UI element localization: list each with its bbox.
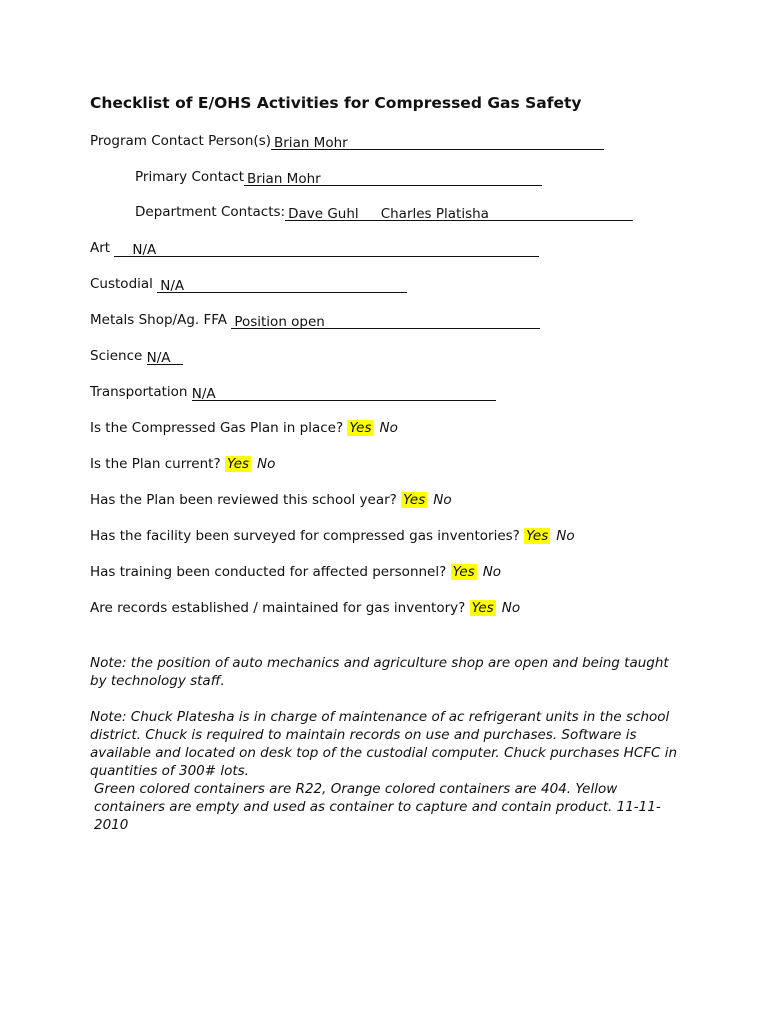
program-contact-field: Brian Mohr — [271, 134, 604, 150]
answer-no: No — [379, 420, 398, 436]
note-containers: Green colored containers are R22, Orange colored containers are 404. Yellow containers are empty and used as container to capture and contain product. 11-11-2010 — [94, 781, 661, 833]
program-contact-label: Program Contact Person(s) — [90, 133, 271, 149]
department-contacts-label: Department Contacts: — [135, 204, 286, 220]
custodial-label: Custodial — [90, 276, 153, 292]
department-contact-1: Dave Guhl — [288, 206, 359, 222]
question-text: Is the Plan current? — [90, 456, 221, 472]
question-row — [90, 419, 398, 437]
answer-yes-highlight: Yes — [349, 420, 372, 436]
department-contacts-row — [135, 203, 633, 221]
note-auto-mechanics — [90, 654, 680, 690]
answer-no: No — [501, 600, 521, 616]
transportation-label: Transportation — [90, 384, 188, 400]
question-text: Is the Compressed Gas Plan in place? — [90, 420, 344, 436]
page-title: Checklist of E/OHS Activities for Compressed Gas Safety — [90, 94, 582, 112]
art-label: Art — [90, 240, 111, 256]
question-text: Has the Plan been reviewed this school year? — [90, 492, 397, 508]
answer-yes-highlight: Yes — [403, 492, 426, 508]
art-row — [90, 239, 539, 257]
question-row — [90, 527, 575, 545]
note-text: Note: Chuck Platesha is in charge of maintenance of ac refrigerant units in the school district. Chuck is required to maintain records on use and purchases. Software is available and located on desk top of the custodial computer. Chuck purchases HCFC in quantities of 300# lots. — [90, 709, 678, 779]
metals-shop-field: Position open — [231, 313, 540, 329]
answer-yes-highlight: Yes — [226, 456, 250, 472]
question-row — [90, 491, 452, 509]
answer-no: No — [433, 492, 452, 508]
question-row — [90, 599, 520, 617]
answer-no: No — [257, 456, 276, 472]
answer-yes-highlight: Yes — [471, 600, 494, 616]
primary-contact-label: Primary Contact — [135, 169, 244, 185]
note-refrigerant — [90, 708, 680, 834]
metals-shop-row — [90, 311, 540, 329]
answer-no: No — [556, 528, 575, 544]
note-text: Note: the position of auto mechanics and agriculture shop are open and being taught by technology staff. — [90, 655, 669, 689]
transportation-field: N/A — [192, 385, 496, 401]
science-label: Science — [90, 348, 143, 364]
answer-no: No — [482, 564, 502, 580]
answer-yes-highlight: Yes — [526, 528, 549, 544]
program-contact-row — [90, 132, 604, 150]
question-row — [90, 455, 275, 473]
question-row — [90, 563, 501, 581]
answer-yes-highlight: Yes — [452, 564, 475, 580]
primary-contact-row — [135, 168, 542, 186]
science-row — [90, 347, 183, 365]
custodial-field: N/A — [157, 277, 407, 293]
primary-contact-field: Brian Mohr — [244, 170, 542, 186]
transportation-row — [90, 383, 496, 401]
question-text: Has training been conducted for affected personnel? — [90, 564, 447, 580]
custodial-row — [90, 275, 407, 293]
department-contact-2: Charles Platisha — [380, 206, 489, 222]
department-contacts-field — [285, 205, 633, 221]
metals-shop-label: Metals Shop/Ag. FFA — [90, 312, 228, 328]
question-text: Has the facility been surveyed for compressed gas inventories? — [90, 528, 520, 544]
question-text: Are records established / maintained for gas inventory? — [90, 600, 466, 616]
science-field: N/A — [147, 349, 183, 365]
art-field: N/A — [114, 241, 539, 257]
